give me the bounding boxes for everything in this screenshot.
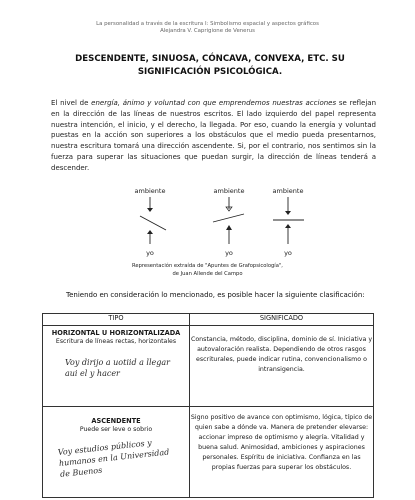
type-subtitle: Escritura de líneas rectas, horizontales [55, 338, 177, 345]
table-row [43, 407, 374, 498]
table-row [43, 326, 374, 407]
diagram-label-yo-2: yo [225, 249, 233, 257]
diagram-line-descending [140, 216, 166, 230]
diagram-arrowhead-up-1 [147, 230, 153, 234]
diagram-arrowhead-up-2 [226, 225, 232, 230]
diagram-label-ambiente-2: ambiente [213, 187, 245, 195]
type-cell-ascendente [43, 407, 190, 498]
diagram-arrowhead-up-3 [285, 224, 291, 228]
meaning-cell [190, 326, 374, 407]
diagram-label-ambiente-3: ambiente [272, 187, 304, 195]
diagram-line-ascending [213, 214, 244, 222]
type-cell-horizontal [43, 326, 190, 407]
meaning-text: Constancia, método, disciplina, dominio de sí. Iniciativa y autovaloración realista. Dependiendo de otros rasgos escriturales, puede indicar rutina, convencionalismo o intransigencia. [190, 336, 373, 373]
diagram-label-ambiente-1: ambiente [134, 187, 166, 195]
type-title: HORIZONTAL U HORIZONTALIZADA [51, 329, 181, 337]
classification-table [42, 313, 374, 498]
diagram-label-yo-1: yo [146, 249, 154, 257]
paragraph-emphasis: energía, ánimo y voluntad con que emprendemos nuestras acciones [91, 99, 337, 107]
paragraph-text-start: El nivel de [51, 99, 92, 107]
diagram-caption-line1: Representación extraída de "Apuntes de Grafopsicología", [132, 263, 283, 269]
document-header-line2: Alejandra V. Caprigione de Venerus [160, 28, 255, 34]
handwriting-sample-ascendente: Voy estudios públicos y humanos en la Universidad de Buenos [57, 438, 170, 479]
document-header-line1: La personalidad a través de la escritura I: Simbolismo espacial y aspectos gráficos [96, 21, 319, 27]
table-header-row [43, 314, 374, 326]
diagram-arrowhead-3 [285, 211, 291, 215]
intro-paragraph [51, 98, 376, 174]
direction-diagram [0, 180, 415, 260]
diagram-caption-line2: de Juan Allende del Campo [172, 271, 243, 277]
diagram-label-yo-3: yo [284, 249, 292, 257]
type-subtitle: Puede ser leve o sobrio [79, 426, 153, 433]
diagram-arrowhead-1 [147, 208, 153, 212]
section-title: DESCENDENTE, SINUOSA, CÓNCAVA, CONVEXA, ETC. SU SIGNIFICACIÓN PSICOLÓGICA. [75, 54, 345, 77]
handwriting-sample-horizontal: Voy dirijo a uotiid a llegar aui el y hacer [65, 358, 170, 378]
type-title: ASCENDENTE [91, 417, 141, 425]
meaning-text: Signo positivo de avance con optimismo, lógica, típico de quien sabe a dónde va. Manera de pretender elevarse: accionar impreso de optimismo y alegría. Vitalidad y buena salud. Animosidad, ambiciones y aspiraciones personales. Espíritu de iniciativa. Confianza en las propias fuerzas para superar los obstáculos. [190, 414, 373, 471]
header-significado: SIGNIFICADO [190, 314, 374, 326]
header-tipo: TIPO [43, 314, 190, 326]
meaning-cell [190, 407, 374, 498]
classification-intro: Teniendo en consideración lo mencionado, es posible hacer la siguiente clasificación: [66, 291, 365, 299]
paragraph-text-rest: se reflejan en la dirección de las líneas de nuestros escritos. El lado izquierdo del papel representa nuestra intención, el inicio, y el derecho, la llegada. Por eso, cuando la energía y voluntad puestas en la acción son superiores a los obstáculos que el medio pueda presentarnos, nuestra escritura tomará una dirección ascendente. Si, por el contrario, nos sentimos sin la fuerza para superar las situaciones que puedan surgir, la dirección de líneas tenderá a descender. [51, 99, 377, 172]
